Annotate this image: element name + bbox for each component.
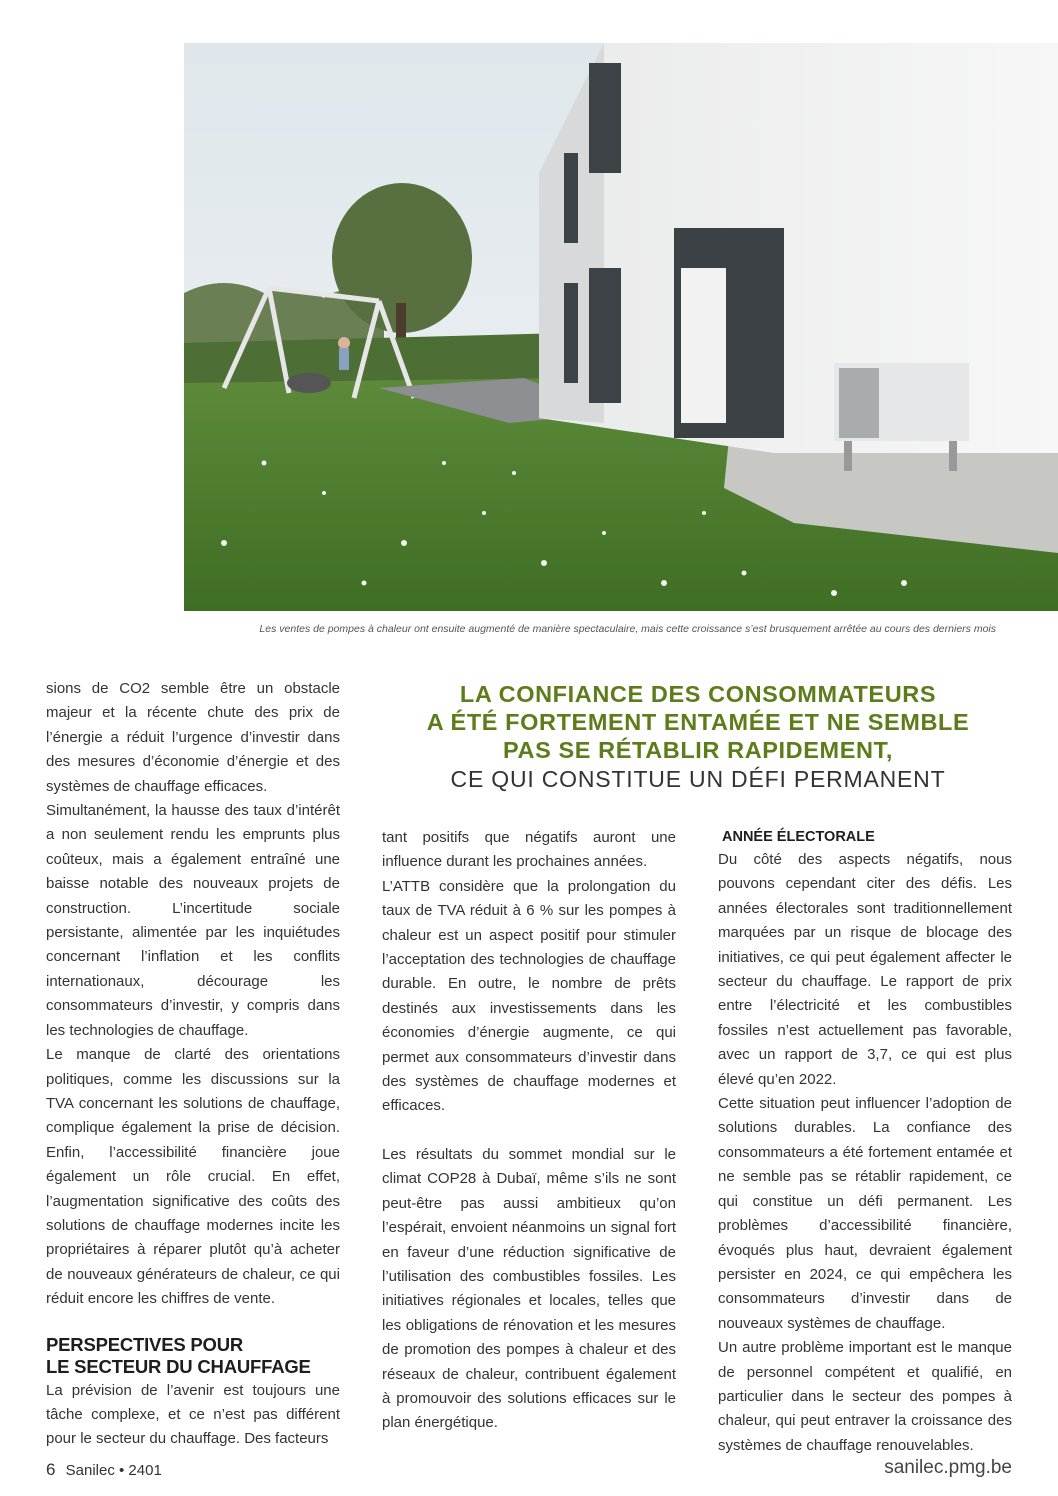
page-number: 6 <box>46 1460 56 1479</box>
paragraph: Simultanément, la hausse des taux d’intérêt a non seulement rendu les emprunts plus coûteux, mais a également entraîné une baisse notable des nouveaux projets de construction. L’incertitude sociale persistante, alimentée par les inquiétudes concernant l’inflation et les conflits internationaux, décourage les consommateurs d’investir, y compris dans les technologies de chauffage. <box>46 802 340 1039</box>
pull-quote <box>380 680 1016 793</box>
paragraph: Du côté des aspects négatifs, nous pouvons cependant citer des défis. Les années électorales sont traditionnellement marquées par un risque de blocage des initiatives, ce qui peut également affecter le secteur du chauffage. Le rapport de prix entre l’électricité et les combustibles fossiles n’est actuellement pas favorable, avec un rapport de 3,7, ce qui est plus élevé qu’en 2022. <box>718 851 1012 1088</box>
pull-quote-line-1: LA CONFIANCE DES CONSOMMATEURS <box>459 681 937 707</box>
footer-publication <box>46 1460 162 1480</box>
column-2 <box>382 826 676 1436</box>
column-3 <box>718 826 1012 1458</box>
section-heading-perspectives <box>46 1334 340 1379</box>
paragraph: Le manque de clarté des orientations politiques, comme les discussions sur la TVA concernant les solutions de chauffage, complique également la prise de décision. Enfin, l’accessibilité financière joue également un rôle crucial. En effet, l’augmentation significative des coûts des solutions de chauffage modernes incite les propriétaires à réparer plutôt qu’à acheter de nouveaux générateurs de chaleur, ce qui réduit encore les chiffres de vente. <box>46 1046 340 1308</box>
paragraph: tant positifs que négatifs auront une influence durant les prochaines années. <box>382 829 676 871</box>
paragraph: sions de CO2 semble être un obstacle majeur et la récente chute des prix de l’énergie a réduit l’urgence d’investir dans des mesures d’économie d’énergie et des systèmes de chauffage efficaces. <box>46 680 340 795</box>
paragraph: Cette situation peut influencer l’adoption de solutions durables. La confiance des consommateurs a été fortement entamée et ne semble pas se rétablir rapidement, ce qui constitue un défi permanent. Les problèmes d’accessibilité financière, évoqués plus haut, devraient également persister en 2024, ce qui empêchera les consommateurs d’investir dans de nouveaux systèmes de chauffage. <box>718 1095 1012 1332</box>
photo-caption: Les ventes de pompes à chaleur ont ensuite augmenté de manière spectaculaire, mais cette croissance s’est brusquement arrêtée au cours des derniers mois <box>259 623 996 635</box>
footer-url: sanilec.pmg.be <box>884 1457 1012 1478</box>
paragraph: Les résultats du sommet mondial sur le climat COP28 à Dubaï, même s’ils ne sont peut-être pas aussi ambitieux qu’on l’espérait, envoient néanmoins un signal fort en faveur d’une réduction significative de l’utilisation des combustibles fossiles. Les initiatives régionales et locales, telles que les obligations de rénovation et les mesures de promotion des pompes à chaleur et des réseaux de chaleur, contribuent également à promouvoir des solutions efficaces sur le plan énergétique. <box>382 1145 676 1432</box>
pull-quote-line-3: PAS SE RÉTABLIR RAPIDEMENT, <box>502 737 894 763</box>
pull-quote-line-2: A ÉTÉ FORTEMENT ENTAMÉE ET NE SEMBLE <box>426 709 970 735</box>
paragraph: L’ATTB considère que la prolongation du taux de TVA réduit à 6 % sur les pompes à chaleur est un aspect positif pour stimuler l’acceptation des technologies de chauffage durable. En outre, le nombre de prêts destinés aux investissements dans les économies d’énergie augmente, ce qui permet aux consommateurs d’investir dans des systèmes de chauffage modernes et efficaces. <box>382 877 676 1115</box>
column-1 <box>46 677 340 1452</box>
publication-issue: Sanilec • 2401 <box>65 1462 162 1479</box>
house-heat-pump-photo <box>184 43 1058 611</box>
pull-quote-line-4: CE QUI CONSTITUE UN DÉFI PERMANENT <box>450 766 946 792</box>
heading-line-1: PERSPECTIVES POUR <box>46 1333 244 1355</box>
paragraph: Un autre problème important est le manque de personnel compétent et qualifié, en particulier dans le secteur des pompes à chaleur, qui peut entraver la croissance des systèmes de chauffage renouvelables. <box>718 1339 1012 1454</box>
paragraph: La prévision de l’avenir est toujours une tâche complexe, et ce n’est pas différent pour le secteur du chauffage. Des facteurs <box>46 1381 340 1448</box>
heading-line-2: LE SECTEUR DU CHAUFFAGE <box>46 1356 311 1378</box>
section-heading-annee-electorale: ANNÉE ÉLECTORALE <box>722 829 875 845</box>
